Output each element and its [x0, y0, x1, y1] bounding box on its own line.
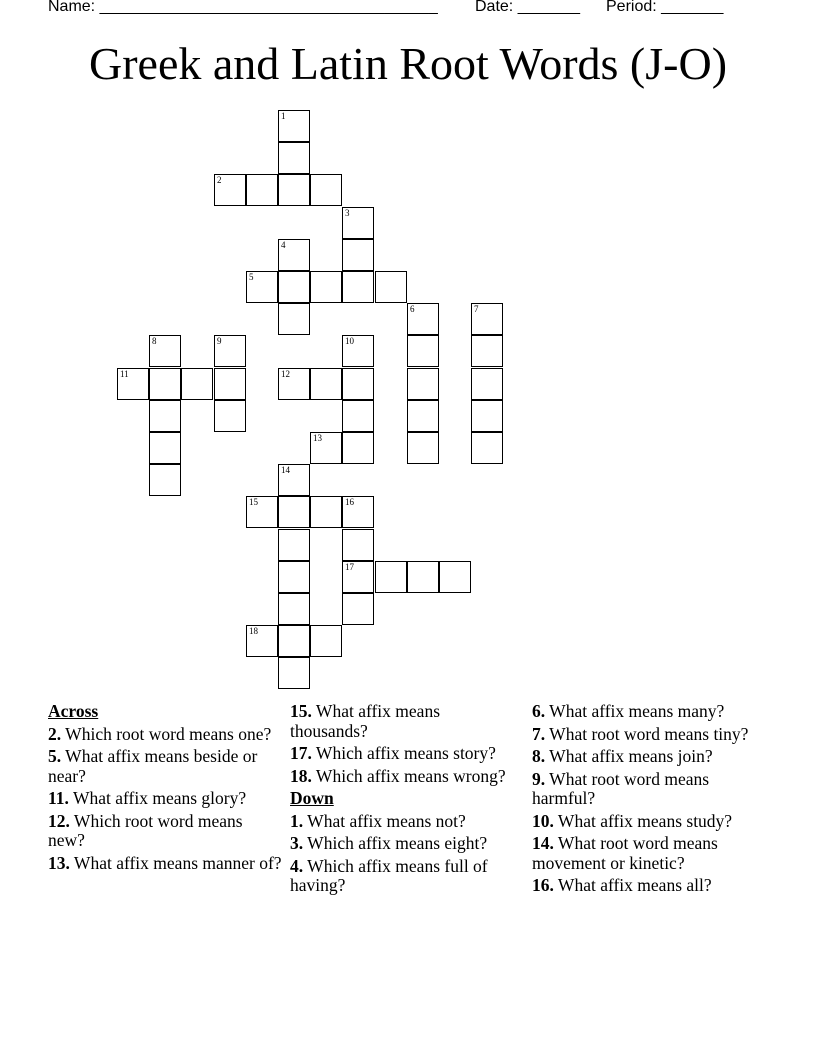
grid-cell[interactable] [278, 110, 310, 142]
clue-number: 12. [48, 810, 70, 831]
cell-number: 16 [345, 497, 354, 507]
clue-number: 1. [290, 810, 304, 831]
grid-cell[interactable] [342, 496, 374, 528]
cell-number: 10 [345, 336, 354, 346]
across-clue-17 [290, 744, 510, 764]
grid-cell[interactable] [407, 432, 439, 464]
grid-cell[interactable] [278, 142, 310, 174]
clue-text: What root word means harmful? [532, 768, 710, 808]
grid-cell[interactable] [407, 303, 439, 335]
grid-cell[interactable] [214, 400, 246, 432]
across-clue-2 [48, 725, 283, 745]
clue-number: 15. [290, 701, 312, 721]
cell-number: 15 [249, 497, 258, 507]
clue-number: 10. [532, 810, 554, 831]
clue-text: What affix means study? [553, 810, 733, 831]
cell-number: 11 [120, 369, 129, 379]
down-clue-16 [532, 876, 757, 896]
grid-cell[interactable] [407, 368, 439, 400]
clue-number: 3. [290, 833, 304, 853]
across-clue-5 [48, 747, 283, 786]
clue-text: What affix means not? [303, 810, 466, 831]
clue-text: Which root word means one? [61, 723, 272, 744]
down-clue-1 [290, 812, 510, 832]
grid-cell[interactable] [278, 496, 310, 528]
grid-cell[interactable] [278, 529, 310, 561]
cell-number: 12 [281, 369, 290, 379]
down-clue-4 [290, 857, 510, 896]
grid-cell[interactable] [471, 303, 503, 335]
clue-text: Which affix means story? [311, 743, 496, 763]
grid-cell[interactable] [278, 593, 310, 625]
grid-cell[interactable] [149, 368, 181, 400]
cell-number: 3 [345, 208, 350, 218]
grid-cell[interactable] [342, 239, 374, 271]
grid-cell[interactable] [310, 271, 342, 303]
down-clue-10 [532, 812, 757, 832]
grid-cell[interactable] [278, 303, 310, 335]
clue-number: 17. [290, 743, 312, 763]
down-clue-3 [290, 834, 510, 854]
grid-cell[interactable] [278, 239, 310, 271]
across-heading: Across [48, 701, 99, 721]
cell-number: 1 [281, 111, 286, 121]
grid-cell[interactable] [342, 529, 374, 561]
grid-cell[interactable] [407, 561, 439, 593]
grid-cell[interactable] [310, 174, 342, 206]
cell-number: 14 [281, 465, 290, 475]
clue-text: Which affix means full of having? [290, 855, 488, 895]
grid-cell[interactable] [310, 432, 342, 464]
clue-text: What affix means beside or near? [48, 746, 258, 786]
grid-cell[interactable] [246, 625, 278, 657]
clue-column-3 [532, 702, 757, 899]
clue-number: 16. [532, 875, 554, 895]
cell-number: 4 [281, 240, 286, 250]
period-field-label: Period: _______ [606, 0, 724, 15]
grid-cell[interactable] [278, 464, 310, 496]
clue-number: 4. [290, 855, 304, 876]
grid-cell[interactable] [407, 335, 439, 367]
grid-cell[interactable] [246, 271, 278, 303]
grid-cell[interactable] [471, 432, 503, 464]
grid-cell[interactable] [278, 561, 310, 593]
cell-number: 7 [474, 304, 479, 314]
across-clue-18 [290, 767, 510, 787]
grid-cell[interactable] [214, 368, 246, 400]
grid-cell[interactable] [149, 464, 181, 496]
clue-text: Which affix means wrong? [311, 765, 506, 786]
name-field-label: Name: ______________________________________ [48, 0, 438, 15]
clue-text: Which root word means new? [48, 810, 243, 850]
clue-text: What affix means glory? [68, 788, 247, 808]
grid-cell[interactable] [342, 335, 374, 367]
clue-text: What affix means all? [553, 875, 712, 895]
grid-cell[interactable] [375, 561, 407, 593]
cell-number: 18 [249, 626, 258, 636]
grid-cell[interactable] [214, 335, 246, 367]
clue-column-2 [290, 702, 510, 899]
clue-number: 2. [48, 723, 62, 744]
down-clue-14 [532, 834, 757, 873]
grid-cell[interactable] [278, 271, 310, 303]
grid-cell[interactable] [117, 368, 149, 400]
cell-number: 8 [152, 336, 157, 346]
grid-cell[interactable] [375, 271, 407, 303]
grid-cell[interactable] [214, 174, 246, 206]
grid-cell[interactable] [439, 561, 471, 593]
clue-number: 8. [532, 746, 546, 766]
grid-cell[interactable] [342, 561, 374, 593]
clue-text: Which affix means eight? [303, 833, 488, 853]
grid-cell[interactable] [149, 335, 181, 367]
grid-cell[interactable] [310, 625, 342, 657]
grid-cell[interactable] [181, 368, 213, 400]
grid-cell[interactable] [278, 625, 310, 657]
grid-cell[interactable] [342, 271, 374, 303]
clue-text: What affix means many? [545, 701, 725, 721]
down-heading: Down [290, 788, 334, 808]
clue-number: 5. [48, 746, 62, 766]
cell-number: 2 [217, 175, 222, 185]
clue-number: 6. [532, 701, 546, 721]
across-clue-15 [290, 702, 510, 741]
clue-column-1 [48, 702, 283, 876]
grid-cell[interactable] [342, 432, 374, 464]
clue-number: 13. [48, 852, 70, 873]
clue-text: What affix means join? [545, 746, 713, 766]
clue-text: What affix means thousands? [290, 701, 441, 741]
grid-cell[interactable] [471, 368, 503, 400]
page-title: Greek and Latin Root Words (J-O) [88, 38, 728, 89]
clue-text: What root word means tiny? [545, 723, 749, 744]
across-clue-11 [48, 789, 283, 809]
cell-number: 17 [345, 562, 354, 572]
grid-cell[interactable] [342, 368, 374, 400]
grid-cell[interactable] [149, 400, 181, 432]
down-clue-9 [532, 770, 757, 809]
clue-number: 18. [290, 765, 312, 786]
clue-text: What root word means movement or kinetic? [532, 833, 718, 873]
clue-number: 11. [48, 788, 69, 808]
down-clue-6 [532, 702, 757, 722]
grid-cell[interactable] [407, 400, 439, 432]
down-clue-7 [532, 725, 757, 745]
cell-number: 5 [249, 272, 254, 282]
grid-cell[interactable] [342, 593, 374, 625]
grid-cell[interactable] [278, 657, 310, 689]
grid-cell[interactable] [278, 368, 310, 400]
cell-number: 13 [313, 433, 322, 443]
grid-cell[interactable] [149, 432, 181, 464]
clue-text: What affix means manner of? [69, 852, 282, 873]
date-field-label: Date: _______ [475, 0, 580, 15]
grid-cell[interactable] [471, 335, 503, 367]
grid-cell[interactable] [310, 496, 342, 528]
cell-number: 6 [410, 304, 415, 314]
clue-number: 14. [532, 833, 554, 853]
grid-cell[interactable] [278, 174, 310, 206]
grid-cell[interactable] [246, 174, 278, 206]
grid-cell[interactable] [471, 400, 503, 432]
grid-cell[interactable] [310, 368, 342, 400]
clue-number: 9. [532, 768, 546, 789]
clue-number: 7. [532, 723, 546, 744]
cell-number: 9 [217, 336, 222, 346]
grid-cell[interactable] [342, 400, 374, 432]
across-clue-12 [48, 812, 283, 851]
grid-cell[interactable] [246, 496, 278, 528]
grid-cell[interactable] [342, 207, 374, 239]
across-clue-13 [48, 854, 283, 874]
down-clue-8 [532, 747, 757, 767]
